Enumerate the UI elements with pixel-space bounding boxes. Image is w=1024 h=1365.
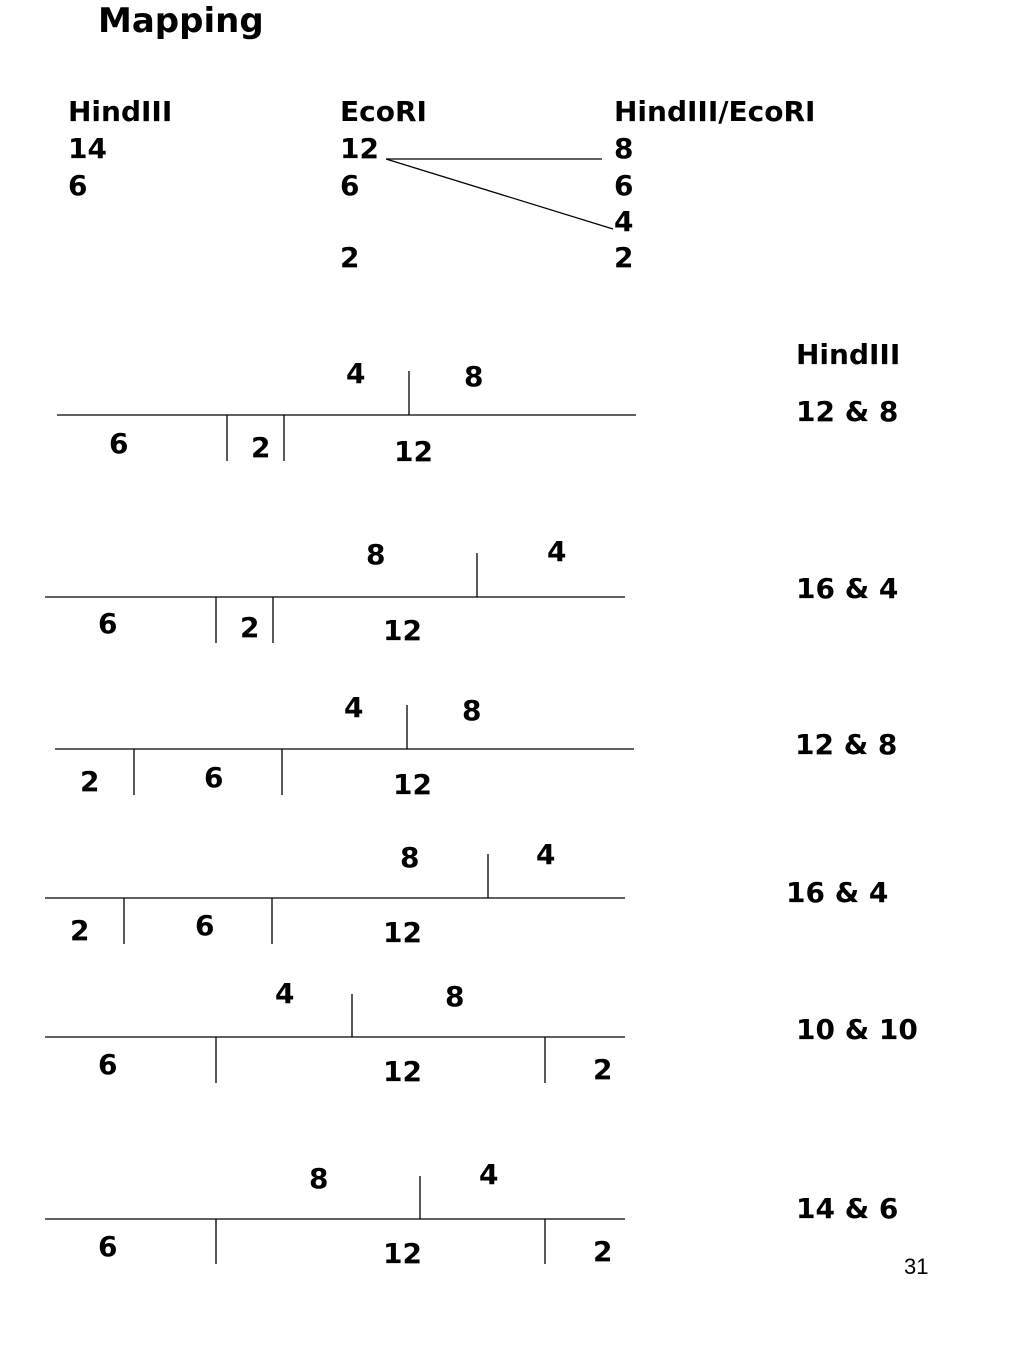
fragment-label-above: 8 xyxy=(309,1162,329,1195)
fragment-label-above: 4 xyxy=(547,535,567,568)
fragment-label-below: 12 xyxy=(383,1055,422,1088)
ecori-fragment: 2 xyxy=(340,241,360,274)
fragment-label-below: 6 xyxy=(98,1048,118,1081)
fragment-label-below: 6 xyxy=(98,607,118,640)
fragment-label-below: 12 xyxy=(383,614,422,647)
double-digest-fragment: 6 xyxy=(614,169,634,202)
double-digest-header: HindIII/EcoRI xyxy=(614,95,816,128)
double-digest-fragment: 8 xyxy=(614,132,634,165)
fragment-label-below: 6 xyxy=(204,761,224,794)
double-digest-fragment: 4 xyxy=(614,205,634,238)
fragment-label-above: 4 xyxy=(275,977,295,1010)
fragment-label-below: 6 xyxy=(98,1230,118,1263)
hindiii-result: 10 & 10 xyxy=(796,1013,918,1046)
double-digest-fragment: 2 xyxy=(614,241,634,274)
fragment-label-above: 8 xyxy=(464,360,484,393)
fragment-label-above: 4 xyxy=(346,357,366,390)
fragment-label-below: 6 xyxy=(195,909,215,942)
fragment-label-above: 8 xyxy=(462,694,482,727)
fragment-label-below: 2 xyxy=(70,914,90,947)
fragment-label-above: 8 xyxy=(445,980,465,1013)
fragment-label-below: 12 xyxy=(383,1237,422,1270)
fragment-label-below: 12 xyxy=(393,768,432,801)
hindiii-header: HindIII xyxy=(68,95,173,128)
fragment-label-below: 2 xyxy=(593,1053,613,1086)
hindiii-fragment: 14 xyxy=(68,132,107,165)
fragment-label-above: 8 xyxy=(400,841,420,874)
fragment-label-below: 2 xyxy=(251,431,271,464)
ecori-header: EcoRI xyxy=(340,95,427,128)
hindiii-result: 12 & 8 xyxy=(795,728,898,761)
page-number: 31 xyxy=(904,1254,929,1279)
page-title: Mapping xyxy=(98,1,264,41)
hindiii-column-label: HindIII xyxy=(796,338,901,371)
hindiii-result: 16 & 4 xyxy=(796,572,899,605)
fragment-label-above: 4 xyxy=(344,691,364,724)
hindiii-result: 16 & 4 xyxy=(786,876,889,909)
ecori-fragment: 6 xyxy=(340,169,360,202)
fragment-label-below: 12 xyxy=(383,916,422,949)
fragment-label-above: 4 xyxy=(479,1158,499,1191)
fragment-label-above: 4 xyxy=(536,838,556,871)
hindiii-fragment: 6 xyxy=(68,169,88,202)
fragment-label-above: 8 xyxy=(366,538,386,571)
fragment-label-below: 2 xyxy=(593,1235,613,1268)
fragment-label-below: 2 xyxy=(80,765,100,798)
fragment-label-below: 6 xyxy=(109,427,129,460)
connector-line xyxy=(386,159,613,229)
hindiii-result: 14 & 6 xyxy=(796,1192,899,1225)
fragment-label-below: 12 xyxy=(394,435,433,468)
hindiii-result: 12 & 8 xyxy=(796,395,899,428)
ecori-fragment: 12 xyxy=(340,132,379,165)
fragment-label-below: 2 xyxy=(240,611,260,644)
